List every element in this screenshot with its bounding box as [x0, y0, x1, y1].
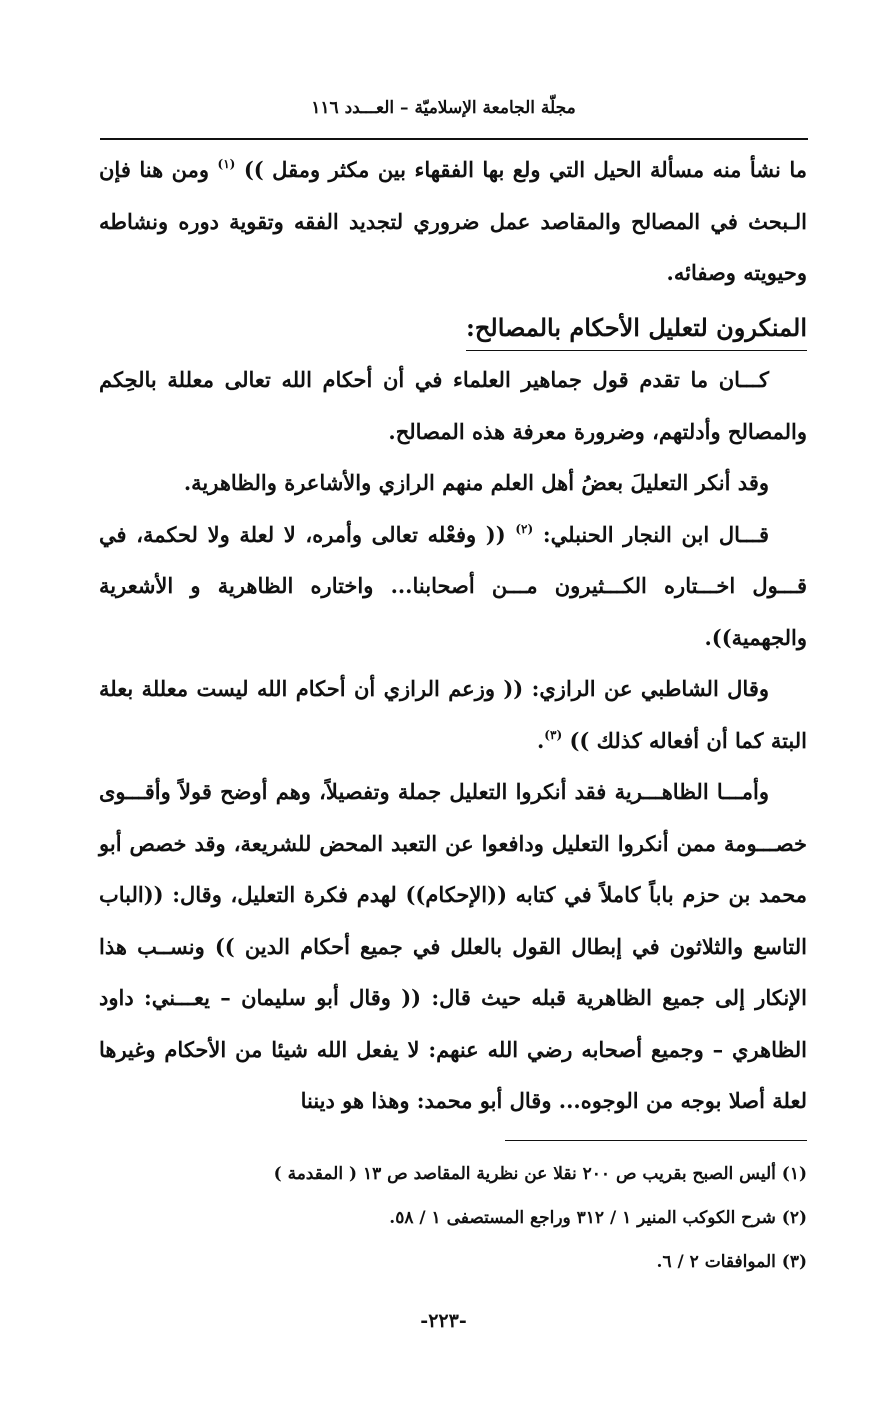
- header-rule: [100, 138, 808, 140]
- footnote-3: (٣) الموافقات ٢ / ٦.: [656, 1252, 807, 1272]
- section-heading-line: [99, 303, 807, 355]
- paragraph-2: كـــان ما تقدم قول جماهير العلماء في أن أحكام الله تعالى معللة بالحِكم والمصالح وأدلتهم، وضرورة معرفة هذه المصالح.: [99, 367, 807, 444]
- paragraph-1: [99, 144, 807, 299]
- paragraph-5: [99, 663, 807, 766]
- paragraph-6: وأمـــا الظاهـــرية فقد أنكروا التعليل جملة وتفصيلاً، وهم أوضح قولاً وأقـــوى خصـــومة ممن أنكروا التعليل ودافعوا عن التعبد المحض للشريعة، وقد خصص أبو محمد بن حزم باباً كاملاً في كتابه ((الإحكام)) لهدم فكرة التعليل، وقال: ((الباب التاسع والثلاثون في إبطال القول بالعلل في جميع أحكام الدين )) ونســب هذا الإنكار إلى جميع الظاهرية قبله حيث قال: (( وقال أبو سليمان – يعـــني: داود الظاهري – وجميع أصحابه رضي الله عنهم: لا يفعل الله شيئا من الأحكام وغيرها لعلة أصلا بوجه من الوجوه... وقال أبو محمد: وهذا هو ديننا: [99, 779, 807, 1113]
- footnotes: [99, 1152, 807, 1284]
- paragraph-4-quote: (( وفعْله تعالى وأمره، لا لعلة ولا لحكمة، في قـــول اخـــتاره الكـــثيرون مـــن أصحابنا... واختاره الظاهرية و الأشعرية والجهمية)).: [99, 521, 807, 650]
- footnote-ref-2[interactable]: (٢): [515, 521, 534, 536]
- paragraph-5-text: وقال الشاطبي عن الرازي: (( وزعم الرازي أن أحكام الله ليست معللة بعلة البتة كما أن أفعاله كذلك )): [99, 676, 807, 753]
- paragraph-3: وقد أنكر التعليلَ بعضُ أهل العلم منهم الرازي والأشاعرة والظاهرية.: [183, 470, 769, 495]
- page-number: -٢٢٣-: [420, 1310, 467, 1332]
- paragraph-1-text: ما نشأ منه مسألة الحيل التي ولع بها الفقهاء بين مكثر ومقل )): [243, 157, 808, 182]
- paragraph-4-lead: قـــال ابن النجار الحنبلي:: [542, 521, 770, 547]
- running-head: مجلّة الجامعة الإسلاميّة – العـــدد ١١٦: [311, 98, 576, 118]
- main-text: [99, 144, 807, 1127]
- footnote-ref-3[interactable]: (٣): [544, 727, 563, 742]
- footnote-1: (١) أليس الصبح بقريب ص ٢٠٠ نقلا عن نظرية المقاصد ص ١٣ ( المقدمة ): [273, 1164, 807, 1184]
- section-heading: المنكرون لتعليل الأحكام بالمصالح:: [466, 308, 807, 351]
- paragraph-1-rest: ومن هنا فإن الـبحث في المصالح والمقاصد عمل ضروري لتجديد الفقه وتقوية دوره ونشاطه وحيويته وصفائه.: [99, 157, 807, 285]
- footnote-rule: [505, 1140, 807, 1141]
- paragraph-4: [99, 509, 807, 664]
- footnote-2: (٢) شرح الكوكب المنير ١ / ٣١٢ وراجع المستصفى ١ / ٥٨.: [389, 1208, 807, 1228]
- footnote-ref-1[interactable]: (١): [217, 157, 236, 171]
- paragraph-5-end: .: [536, 727, 545, 753]
